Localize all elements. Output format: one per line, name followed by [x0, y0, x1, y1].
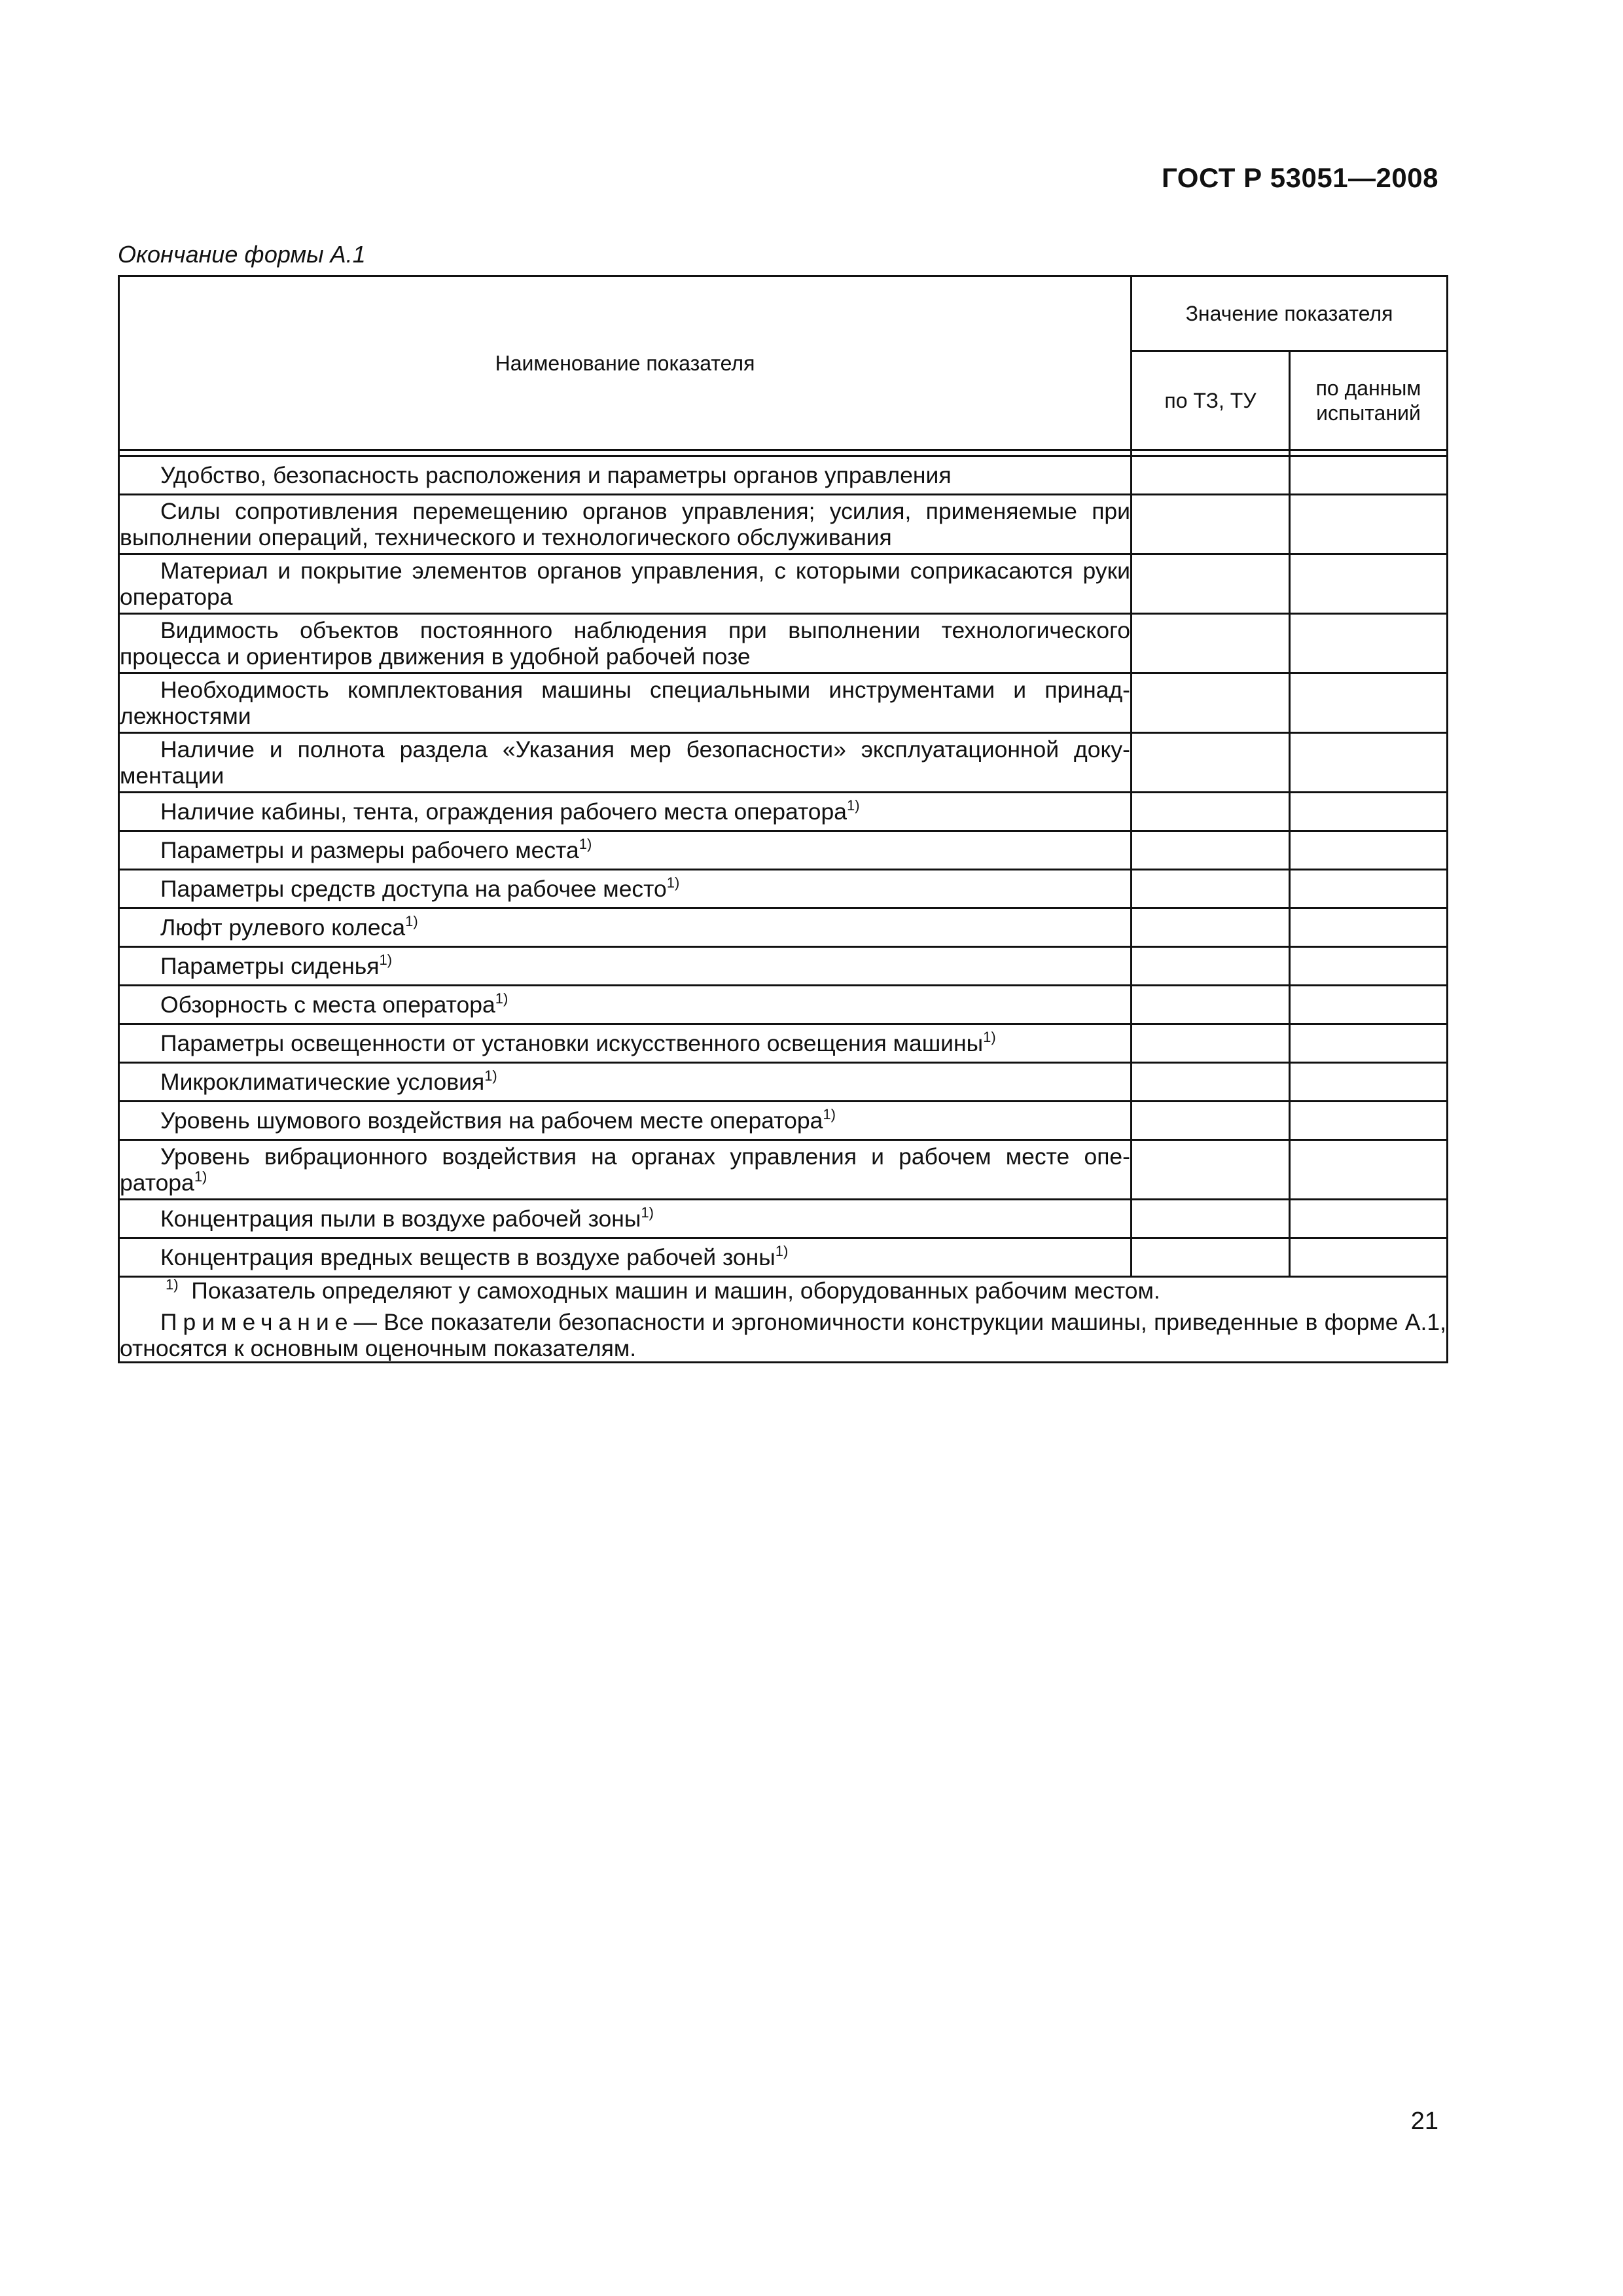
- table-row: [119, 1024, 1448, 1063]
- document-code: ГОСТ Р 53051—2008: [1162, 162, 1438, 193]
- value-tz-cell: [1132, 908, 1290, 947]
- row-name: Силы сопротивления перемещению органов управления; усилия, применяемые при выполнении операций, технического и технологического обслуживания: [119, 495, 1132, 554]
- row-name: Параметры сиденья$^{1)}$: [119, 947, 1132, 986]
- value-tz-cell: [1132, 673, 1290, 733]
- row-name: Люфт рулевого колеса$^{1)}$: [119, 908, 1132, 947]
- row-name: Параметры и размеры рабочего места$^{1)}$: [119, 831, 1132, 870]
- table-row: [119, 614, 1448, 673]
- row-name: Параметры освещенности от установки искусственного освещения машины$^{1)}$: [119, 1024, 1132, 1063]
- form-caption: Окончание формы А.1: [118, 241, 366, 268]
- value-tz-cell: [1132, 1200, 1290, 1238]
- value-test-cell: [1290, 456, 1448, 495]
- column-header-test-line1: по данным: [1315, 376, 1421, 400]
- value-tz-cell: [1132, 1063, 1290, 1102]
- page-number: 21: [1410, 2108, 1438, 2135]
- row-name: Видимость объектов постоянного наблюдения при выполнении технологического процесса и ориентиров движения в удобной рабочей позе: [119, 614, 1132, 673]
- value-test-cell: [1290, 495, 1448, 554]
- table-row: [119, 1238, 1448, 1277]
- column-header-value: Значение показателя: [1132, 276, 1448, 351]
- row-name: Необходимость комплектования машины специальными инструментами и принадлежностями: [119, 673, 1132, 733]
- note-text: — Все показатели безопасности и эргономичности конструкции машины, приведенные в форме А.1, относятся к основным оценочным показателям.: [120, 1309, 1447, 1361]
- footnote: [120, 1278, 1446, 1304]
- table-row: [119, 986, 1448, 1024]
- value-test-cell: [1290, 986, 1448, 1024]
- table-row: [119, 554, 1448, 614]
- table-row: [119, 831, 1448, 870]
- note: [120, 1309, 1446, 1361]
- footnote-mark: 1): [166, 1276, 179, 1293]
- table-row: [119, 456, 1448, 495]
- row-name: Уровень вибрационного воздействия на органах управления и рабочем месте оператора$^{1)}$: [119, 1140, 1132, 1200]
- value-test-cell: [1290, 733, 1448, 793]
- table-row: [119, 733, 1448, 793]
- value-tz-cell: [1132, 793, 1290, 831]
- table-notes-row: [119, 1277, 1448, 1363]
- row-name: Обзорность с места оператора$^{1)}$: [119, 986, 1132, 1024]
- table-row: [119, 1063, 1448, 1102]
- value-tz-cell: [1132, 554, 1290, 614]
- column-header-test-line2: испытаний: [1316, 401, 1421, 425]
- value-tz-cell: [1132, 870, 1290, 908]
- header-divider: [119, 450, 1448, 456]
- table-row: [119, 870, 1448, 908]
- value-test-cell: [1290, 1238, 1448, 1277]
- row-name: Параметры средств доступа на рабочее место$^{1)}$: [119, 870, 1132, 908]
- value-tz-cell: [1132, 1024, 1290, 1063]
- table-row: [119, 1200, 1448, 1238]
- value-tz-cell: [1132, 495, 1290, 554]
- value-tz-cell: [1132, 831, 1290, 870]
- value-test-cell: [1290, 1140, 1448, 1200]
- row-name: Удобство, безопасность расположения и параметры органов управления: [119, 456, 1132, 495]
- row-name: Наличие и полнота раздела «Указания мер безопасности» эксплуатационной документации: [119, 733, 1132, 793]
- value-test-cell: [1290, 673, 1448, 733]
- table-row: [119, 1102, 1448, 1140]
- value-test-cell: [1290, 554, 1448, 614]
- row-name: Микроклиматические условия$^{1)}$: [119, 1063, 1132, 1102]
- table-row: [119, 495, 1448, 554]
- footnote-text: Показатель определяют у самоходных машин и машин, оборудованных рабочим местом.: [191, 1278, 1160, 1304]
- value-test-cell: [1290, 1063, 1448, 1102]
- value-tz-cell: [1132, 1102, 1290, 1140]
- column-header-test: [1290, 351, 1448, 450]
- row-name: Концентрация пыли в воздухе рабочей зоны$^{1)}$: [119, 1200, 1132, 1238]
- value-test-cell: [1290, 947, 1448, 986]
- row-name: Наличие кабины, тента, ограждения рабочего места оператора$^{1)}$: [119, 793, 1132, 831]
- table-row: [119, 673, 1448, 733]
- table-notes: [119, 1277, 1448, 1363]
- table-row: [119, 1140, 1448, 1200]
- note-label: Примечание: [160, 1309, 354, 1335]
- value-tz-cell: [1132, 1140, 1290, 1200]
- table-row: [119, 908, 1448, 947]
- column-header-tz: по ТЗ, ТУ: [1132, 351, 1290, 450]
- table-row: [119, 947, 1448, 986]
- value-test-cell: [1290, 908, 1448, 947]
- value-test-cell: [1290, 1200, 1448, 1238]
- value-tz-cell: [1132, 456, 1290, 495]
- value-test-cell: [1290, 1102, 1448, 1140]
- row-name: Уровень шумового воздействия на рабочем месте оператора$^{1)}$: [119, 1102, 1132, 1140]
- row-name: Материал и покрытие элементов органов управления, с которыми соприкасаются руки оператора: [119, 554, 1132, 614]
- value-test-cell: [1290, 831, 1448, 870]
- value-tz-cell: [1132, 614, 1290, 673]
- value-tz-cell: [1132, 986, 1290, 1024]
- value-tz-cell: [1132, 947, 1290, 986]
- value-test-cell: [1290, 793, 1448, 831]
- column-header-name: Наименование показателя: [119, 276, 1132, 450]
- indicator-table: [118, 275, 1448, 1363]
- value-test-cell: [1290, 870, 1448, 908]
- value-tz-cell: [1132, 1238, 1290, 1277]
- value-test-cell: [1290, 614, 1448, 673]
- table-row: [119, 793, 1448, 831]
- value-test-cell: [1290, 1024, 1448, 1063]
- value-tz-cell: [1132, 733, 1290, 793]
- row-name: Концентрация вредных веществ в воздухе рабочей зоны$^{1)}$: [119, 1238, 1132, 1277]
